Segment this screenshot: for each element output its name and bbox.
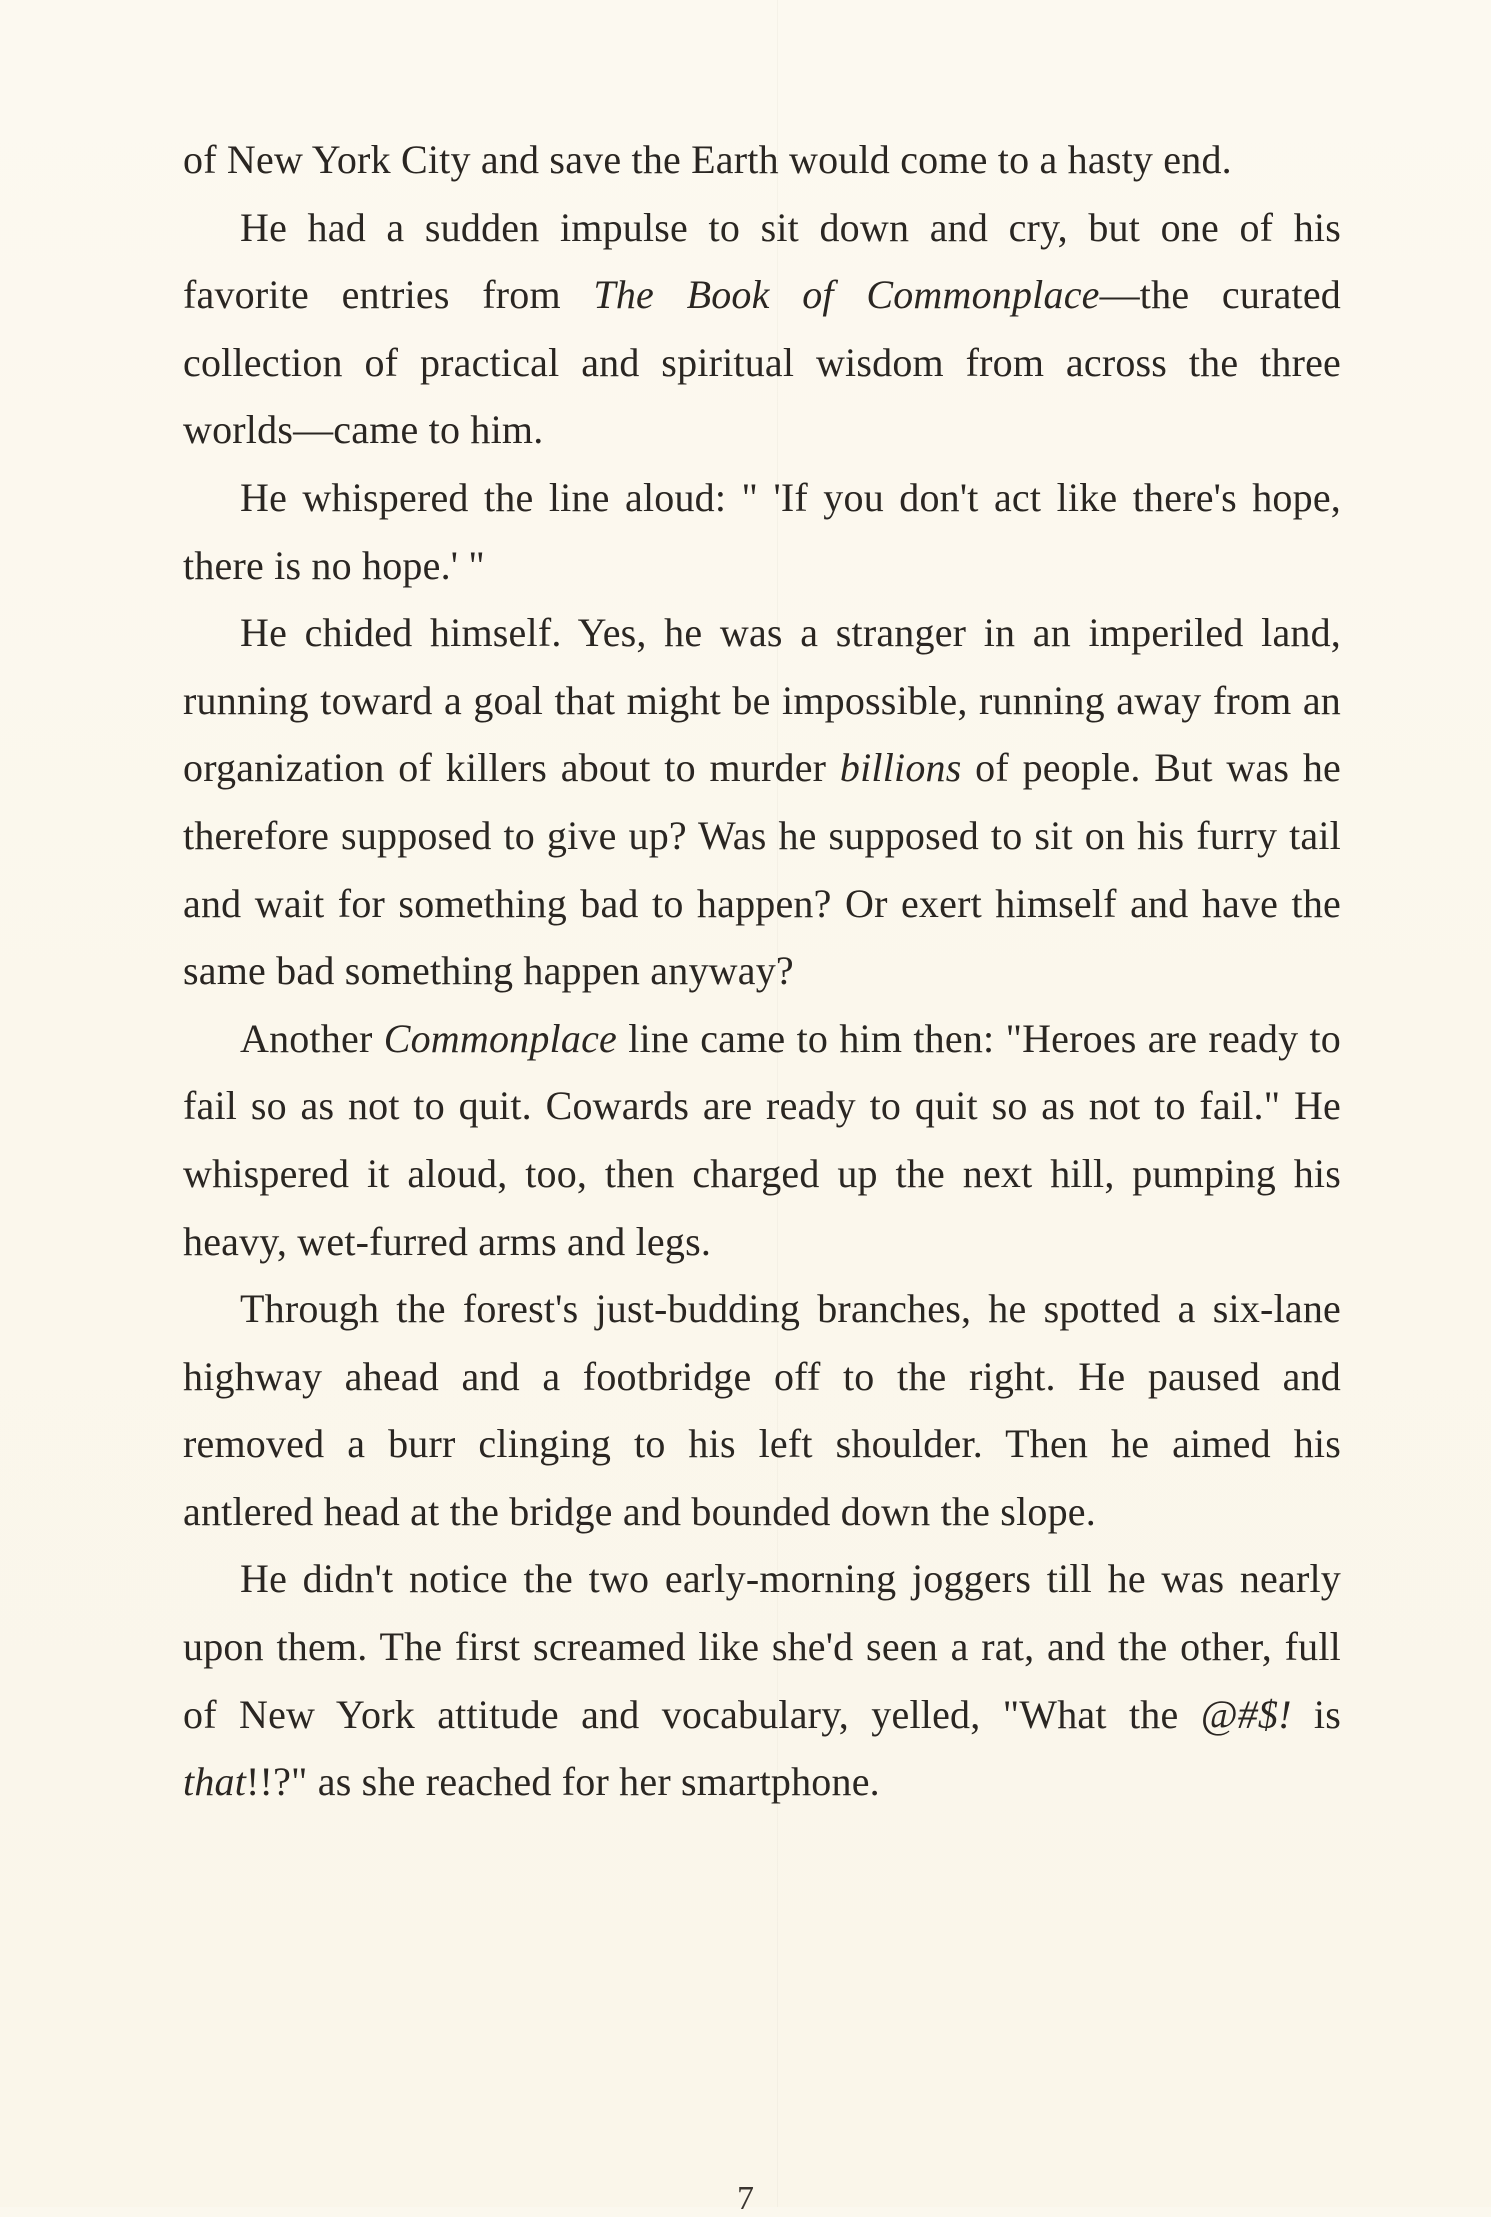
text-run: —the curated collection of practical and spiritual wisdom from across the three worlds—came to him. bbox=[183, 272, 1341, 453]
text-run: He chided himself. Yes, he was a stranger in an imperiled land, running toward a goal that might be impossible, running away from an organization of killers about to murder bbox=[183, 610, 1341, 791]
italic-text: Commonplace bbox=[383, 1015, 617, 1061]
italic-text: The Book of Commonplace bbox=[593, 272, 1100, 318]
paragraph bbox=[183, 1545, 1341, 1815]
italic-text: that bbox=[183, 1759, 247, 1805]
text-run: He whispered the line aloud: " 'If you don't act like there's hope, there is no hope.' " bbox=[183, 474, 1341, 588]
text-run: Another bbox=[240, 1015, 384, 1061]
text-run: of New York City and save the Earth would come to a hasty end. bbox=[183, 137, 1232, 182]
italic-text: @#$! bbox=[1200, 1691, 1292, 1737]
text-run: is bbox=[1291, 1691, 1341, 1737]
text-run: of people. But was he therefore supposed to give up? Was he supposed to sit on his furry tail and wait for something bad to happen? Or exert himself and have the same bad something happen anyway? bbox=[183, 745, 1341, 994]
italic-text: billions bbox=[839, 745, 962, 791]
paragraph bbox=[183, 194, 1341, 464]
paragraph bbox=[183, 599, 1341, 1005]
text-run: line came to him then: "Heroes are ready to fail so as not to quit. Cowards are ready to quit so as not to fail." He whispered it aloud, too, then charged up the next hill, pumping his heavy, wet-furred arms and legs. bbox=[183, 1015, 1341, 1264]
text-run: He didn't notice the two early-morning joggers till he was nearly upon them. The first screamed like she'd seen a rat, and the other, full of New York attitude and vocabulary, yelled, "What the bbox=[183, 1556, 1341, 1737]
paragraph bbox=[183, 126, 1341, 194]
text-run: !!?" as she reached for her smartphone. bbox=[246, 1759, 880, 1805]
paragraph bbox=[183, 1275, 1341, 1545]
text-run: He had a sudden impulse to sit down and cry, but one of his favorite entries from bbox=[183, 204, 1341, 318]
page-number: 7 bbox=[737, 2180, 754, 2217]
text-run: Through the forest's just-budding branches, he spotted a six-lane highway ahead and a footbridge off to the right. He paused and removed a burr clinging to his left shoulder. Then he aimed his antlered head at the bridge and bounded down the slope. bbox=[183, 1286, 1341, 1534]
paragraph bbox=[183, 464, 1341, 599]
body-text bbox=[183, 126, 1341, 1816]
paragraph bbox=[183, 1005, 1341, 1275]
